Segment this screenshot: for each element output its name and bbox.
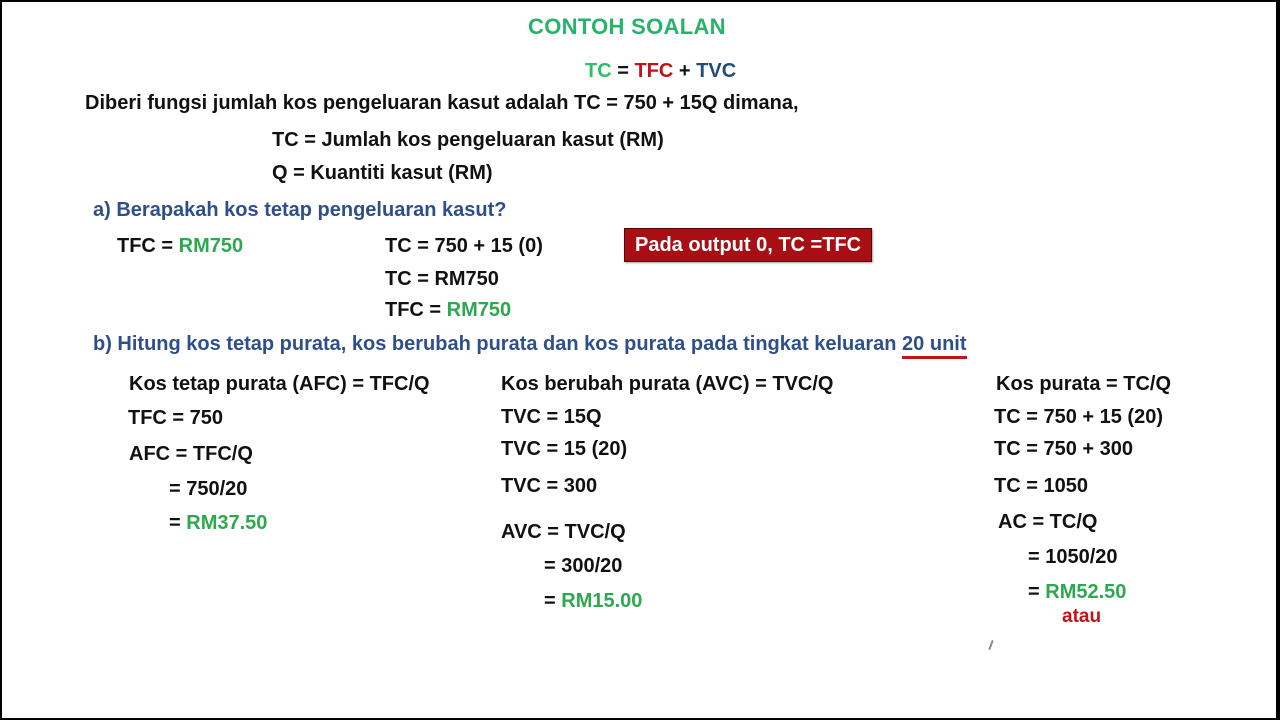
formula-tc: TC: [585, 60, 612, 82]
ac-result: [1028, 580, 1126, 604]
question-b: [93, 332, 967, 356]
avc-heading: Kos berubah purata (AVC) = TVC/Q: [501, 373, 834, 395]
slide: [2, 2, 1276, 718]
answer-a-step3-prefix: TFC =: [385, 299, 447, 321]
afc-result: [169, 511, 267, 535]
ac-result-prefix: =: [1028, 581, 1046, 603]
avc-line-2: TVC = 15 (20): [501, 438, 628, 460]
ac-result-value: RM52.50: [1045, 581, 1127, 603]
afc-result-value: RM37.50: [186, 512, 268, 534]
formula-tfc: TFC: [634, 60, 674, 82]
ac-line-2: TC = 750 + 300: [994, 438, 1133, 460]
definition-tc: TC = Jumlah kos pengeluaran kasut (RM): [272, 129, 664, 151]
ac-alternative-label: atau: [1062, 606, 1102, 627]
avc-result-prefix: =: [544, 590, 562, 612]
cost-formula: [585, 59, 736, 83]
answer-a-step2: TC = RM750: [385, 268, 499, 290]
answer-a-lhs: [117, 234, 243, 258]
answer-a-lhs-value: RM750: [178, 235, 244, 257]
formula-plus: +: [673, 60, 697, 82]
answer-a-step3: [385, 298, 511, 322]
intro-text: Diberi fungsi jumlah kos pengeluaran kasut adalah TC = 750 + 15Q dimana,: [85, 92, 799, 114]
question-b-text: b) Hitung kos tetap purata, kos berubah purata dan kos purata pada tingkat keluaran: [93, 333, 903, 355]
avc-line-3: TVC = 300: [501, 475, 598, 497]
afc-line-1: TFC = 750: [128, 407, 224, 429]
ac-line-5: = 1050/20: [1028, 546, 1118, 568]
avc-line-1: TVC = 15Q: [501, 406, 602, 428]
pen-mark: [988, 640, 993, 650]
answer-a-lhs-prefix: TFC =: [117, 235, 179, 257]
answer-a-step1: TC = 750 + 15 (0): [385, 235, 543, 257]
avc-line-4: AVC = TVC/Q: [501, 521, 626, 543]
ac-line-3: TC = 1050: [994, 475, 1088, 497]
question-b-highlight: 20 unit: [902, 333, 966, 359]
question-a: a) Berapakah kos tetap pengeluaran kasut?: [93, 199, 507, 221]
avc-result: [544, 589, 642, 613]
ac-heading: Kos purata = TC/Q: [996, 373, 1172, 395]
page-title: CONTOH SOALAN: [528, 14, 726, 39]
avc-result-value: RM15.00: [561, 590, 643, 612]
afc-line-3: = 750/20: [169, 478, 248, 500]
avc-line-5: = 300/20: [544, 555, 623, 577]
ac-line-1: TC = 750 + 15 (20): [994, 406, 1163, 428]
answer-a-step3-value: RM750: [446, 299, 512, 321]
afc-heading: Kos tetap purata (AFC) = TFC/Q: [129, 373, 430, 395]
ac-line-4: AC = TC/Q: [998, 511, 1098, 533]
definition-q: Q = Kuantiti kasut (RM): [272, 162, 493, 184]
formula-tvc: TVC: [696, 60, 737, 82]
formula-eq: =: [611, 60, 635, 82]
note-badge: Pada output 0, TC =TFC: [624, 228, 872, 262]
afc-line-2: AFC = TFC/Q: [129, 443, 253, 465]
afc-result-prefix: =: [169, 512, 187, 534]
